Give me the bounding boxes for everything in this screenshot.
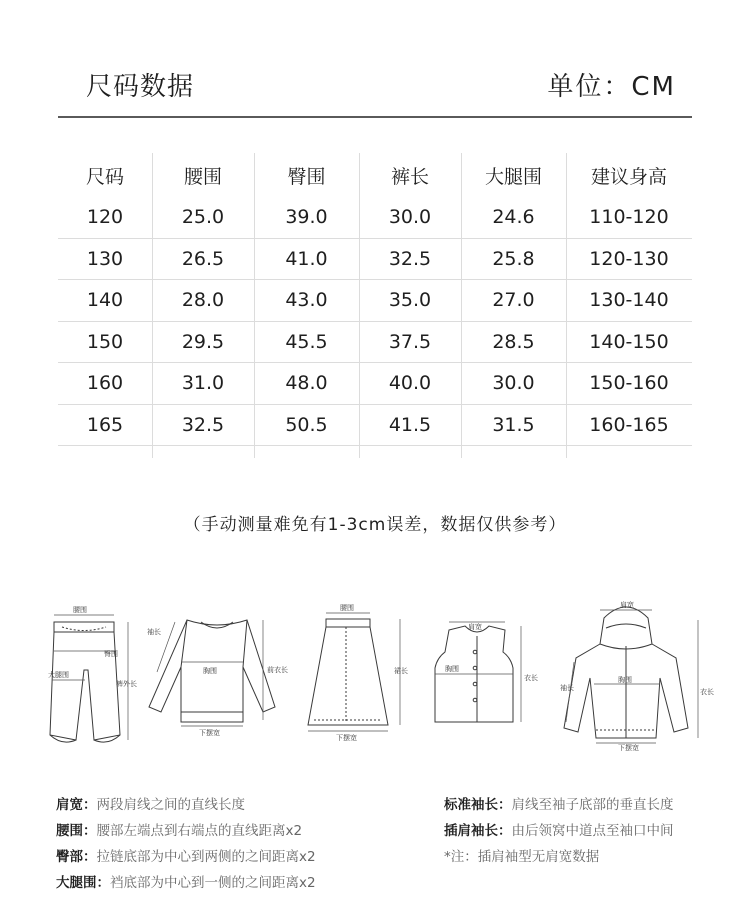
table-cell: 150 (86, 330, 124, 353)
table-cell: 31.5 (492, 413, 535, 436)
definition-text: 拉链底部为中心到两侧的之间距离x2 (96, 849, 316, 865)
column-header-size: 尺码 (85, 165, 124, 188)
table-cell: 25.0 (181, 206, 225, 229)
definitions-right (444, 790, 674, 868)
definition-item (56, 816, 316, 842)
table-cell: 43.0 (285, 289, 328, 312)
table-cell: 140 (86, 289, 124, 312)
table-cell: 27.0 (492, 289, 535, 312)
definition-text: 由后领窝中道点至袖口中间 (511, 823, 674, 839)
table-cell: 50.5 (285, 413, 328, 436)
table-cell: 28.5 (492, 330, 535, 353)
raglan-front-length-label: 前衣长 (267, 666, 288, 674)
definition-item (56, 790, 316, 816)
column-header-length: 裤长 (390, 165, 429, 188)
definition-note: *注：插肩袖型无肩宽数据 (444, 849, 600, 865)
table-cell: 32.5 (388, 247, 432, 270)
jacket-shoulder-label: 肩宽 (620, 601, 634, 609)
vest-length-label: 衣长 (524, 674, 538, 682)
table-row (58, 239, 692, 281)
definition-term: 插肩袖长： (444, 823, 512, 839)
vest-diagram (425, 618, 545, 732)
skirt-waist-label: 腰围 (340, 604, 354, 612)
column-header-height: 建议身高 (590, 165, 667, 188)
table-cell: 25.8 (492, 247, 535, 270)
pants-diagram (40, 600, 140, 759)
table-cell: 120-130 (589, 247, 669, 270)
jacket-length-label: 衣长 (700, 688, 714, 696)
table-cell: 30.0 (388, 206, 432, 229)
definition-text: 肩线至袖子底部的垂直长度 (511, 797, 674, 813)
unit-label: 单位：CM (547, 72, 676, 102)
table-cell: 165 (86, 413, 124, 436)
column-header-hip: 臀围 (287, 165, 326, 188)
column-header-waist: 腰围 (183, 165, 222, 188)
table-cell: 150-160 (589, 372, 669, 395)
definition-term: 腰围： (56, 823, 97, 839)
table-cell: 40.0 (388, 372, 432, 395)
table-cell: 30.0 (492, 372, 535, 395)
definition-text: 腰部左端点到右端点的直线距离x2 (96, 823, 303, 839)
table-cell: 41.0 (285, 247, 328, 270)
pants-waist-label: 腰围 (73, 606, 87, 614)
table-cell: 160-165 (589, 413, 669, 436)
table-cell: 28.0 (181, 289, 225, 312)
jacket-hem-label: 下摆宽 (618, 744, 639, 752)
jacket-illustration (556, 598, 716, 752)
definition-item (56, 868, 316, 894)
table-cell: 140-150 (589, 330, 669, 353)
table-row (58, 280, 692, 322)
table-cell: 26.5 (181, 247, 225, 270)
header-divider (58, 116, 692, 118)
jacket-sleeve-label: 袖长 (560, 684, 574, 692)
pants-outseam-label: 裤外长 (116, 680, 137, 688)
table-row (58, 197, 692, 239)
definition-item (444, 816, 674, 842)
definition-term: 标准袖长： (444, 797, 512, 813)
table-cell: 130-140 (589, 289, 669, 312)
table-cell: 48.0 (285, 372, 328, 395)
pants-hip-label: 臀围 (104, 650, 118, 658)
size-table (58, 153, 692, 446)
definition-term: 大腿围： (56, 875, 110, 891)
definition-term: 臀部： (56, 849, 97, 865)
column-header-thigh: 大腿围 (484, 165, 542, 188)
raglan-chest-label: 胸围 (203, 667, 217, 675)
vest-shoulder-label: 肩宽 (468, 623, 482, 631)
measurement-note: （手动测量难免有1-3cm误差，数据仅供参考） (183, 515, 567, 535)
definition-text: 裆底部为中心到一侧的之间距离x2 (110, 875, 316, 891)
table-cell: 41.5 (388, 413, 432, 436)
table-cell: 110-120 (589, 206, 669, 229)
definition-item (444, 842, 674, 868)
table-cell: 29.5 (181, 330, 225, 353)
definition-item (56, 842, 316, 868)
table-cell: 160 (86, 372, 124, 395)
table-cell: 31.0 (181, 372, 225, 395)
raglan-hem-label: 下摆宽 (199, 729, 220, 737)
definition-text: 两段肩线之间的直线长度 (96, 797, 245, 813)
table-cell: 32.5 (181, 413, 225, 436)
table-cell: 37.5 (388, 330, 432, 353)
pants-thigh-label: 大腿围 (48, 671, 69, 679)
skirt-length-label: 裙长 (394, 667, 408, 675)
table-row (58, 363, 692, 405)
definition-term: 肩宽： (56, 797, 97, 813)
skirt-diagram (300, 605, 415, 749)
pants-illustration (40, 600, 140, 755)
vest-illustration (425, 618, 545, 728)
jacket-chest-label: 胸围 (618, 676, 632, 684)
table-cell: 45.5 (285, 330, 328, 353)
definitions-left (56, 790, 316, 894)
table-cell: 130 (86, 247, 124, 270)
skirt-hem-label: 下摆宽 (336, 734, 357, 742)
jacket-diagram (556, 598, 716, 752)
table-row (58, 405, 692, 447)
page-title: 尺码数据 (86, 72, 195, 102)
table-cell: 120 (86, 206, 124, 229)
table-header-row (58, 153, 692, 197)
definition-item (444, 790, 674, 816)
table-cell: 35.0 (388, 289, 432, 312)
skirt-illustration (300, 605, 415, 745)
table-cell: 39.0 (285, 206, 328, 229)
table-row (58, 322, 692, 364)
header (86, 66, 690, 106)
raglan-top-illustration (145, 612, 288, 737)
raglan-top-diagram (145, 612, 288, 741)
table-cell: 24.6 (492, 206, 535, 229)
vest-chest-label: 胸围 (445, 665, 459, 673)
raglan-sleeve-label: 袖长 (147, 628, 161, 636)
